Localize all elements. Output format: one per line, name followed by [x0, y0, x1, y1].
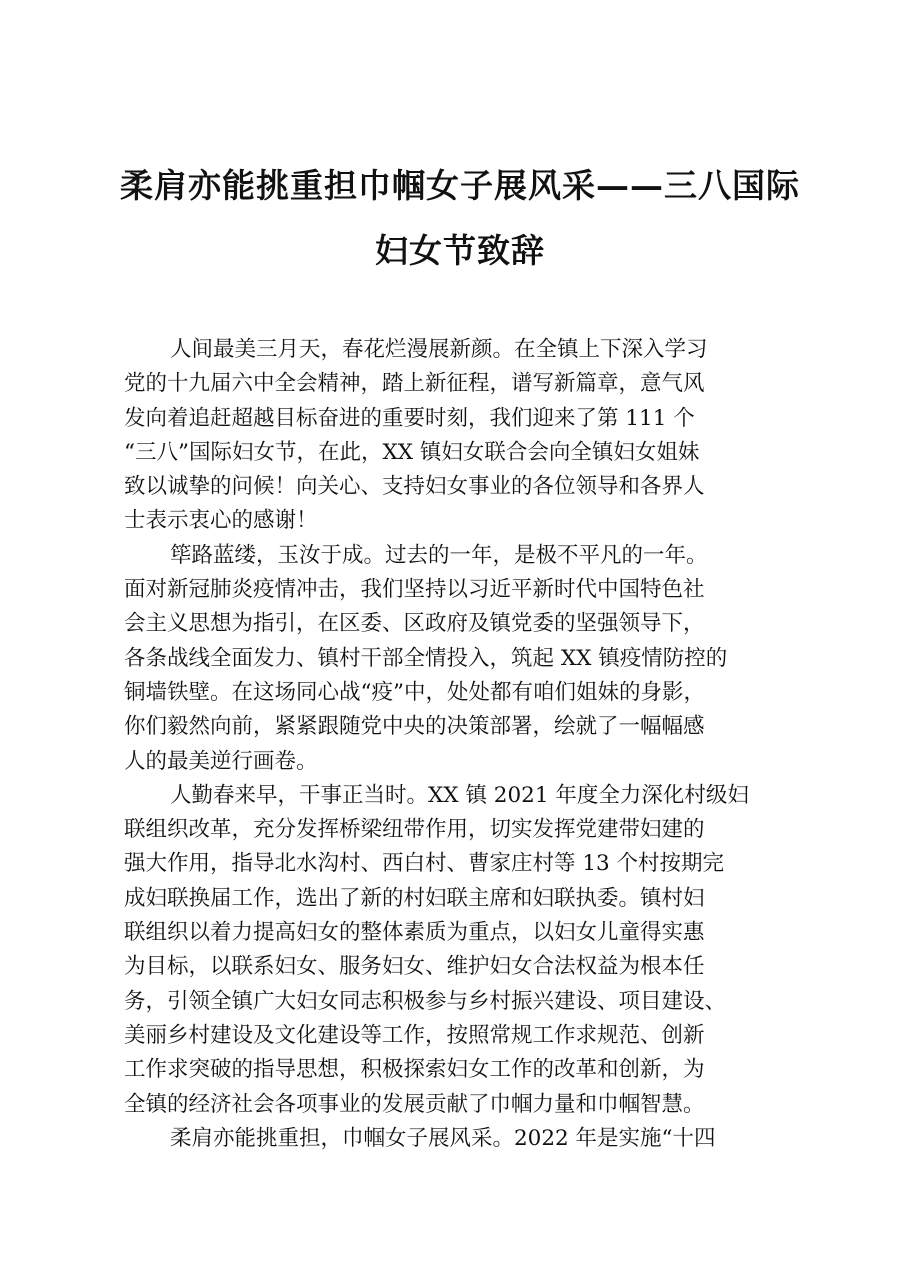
- body-line: 联组织改革，充分发挥桥梁纽带作用，切实发挥党建带妇建的: [124, 817, 705, 843]
- body-line: 务，引领全镇广大妇女同志积极参与乡村振兴建设、项目建设、: [124, 988, 727, 1014]
- body-line: 强大作用，指导北水沟村、西白村、曹家庄村等 13 个村按期完: [124, 851, 725, 877]
- body-line: 为目标，以联系妇女、服务妇女、维护妇女合法权益为根本任: [124, 954, 705, 980]
- body-line: 士表示衷心的感谢！: [124, 508, 318, 534]
- body-line: 致以诚挚的问候！向关心、支持妇女事业的各位领导和各界人: [124, 474, 705, 500]
- document-title-line-1: 柔肩亦能挑重担巾帼女子展风采——三八国际: [120, 166, 800, 205]
- body-line: 会主义思想为指引，在区委、区政府及镇党委的坚强领导下，: [124, 611, 705, 637]
- body-line: 成妇联换届工作，选出了新的村妇联主席和妇联执委。镇村妇: [124, 885, 705, 911]
- body-line: 工作求突破的指导思想，积极探索妇女工作的改革和创新，为: [124, 1057, 705, 1083]
- body-line: 美丽乡村建设及文化建设等工作，按照常规工作求规范、创新: [124, 1022, 705, 1048]
- body-line: 铜墙铁壁。在这场同心战“疫”中，处处都有咱们姐妹的身影，: [124, 679, 705, 705]
- body-line: “三八”国际妇女节，在此，XX 镇妇女联合会向全镇妇女姐妹: [124, 439, 700, 465]
- document-title-line-2: 妇女节致辞: [375, 231, 545, 270]
- body-line: 各条战线全面发力、镇村干部全情投入，筑起 XX 镇疫情防控的: [124, 645, 728, 671]
- body-line: 你们毅然向前，紧紧跟随党中央的决策部署，绘就了一幅幅感: [124, 714, 705, 740]
- body-line: 柔肩亦能挑重担，巾帼女子展风采。2022 年是实施“十四: [170, 1125, 716, 1151]
- body-line: 面对新冠肺炎疫情冲击，我们坚持以习近平新时代中国特色社: [124, 577, 705, 603]
- body-line: 人的最美逆行画卷。: [124, 748, 318, 774]
- body-line: 人间最美三月天，春花烂漫展新颜。在全镇上下深入学习: [170, 337, 708, 362]
- body-line: 人勤春来早，干事正当时。XX 镇 2021 年度全力深化村级妇: [170, 782, 749, 808]
- body-line: 筚路蓝缕，玉汝于成。过去的一年，是极不平凡的一年。: [170, 542, 708, 568]
- document-body: [124, 333, 814, 1156]
- body-line: 党的十九届六中全会精神，踏上新征程，谱写新篇章，意气风: [124, 371, 705, 397]
- body-line: 发向着追赶超越目标奋进的重要时刻，我们迎来了第 111 个: [124, 405, 695, 431]
- body-line: 联组织以着力提高妇女的整体素质为重点，以妇女儿童得实惠: [124, 920, 705, 946]
- body-line: 全镇的经济社会各项事业的发展贡献了巾帼力量和巾帼智慧。: [124, 1091, 705, 1117]
